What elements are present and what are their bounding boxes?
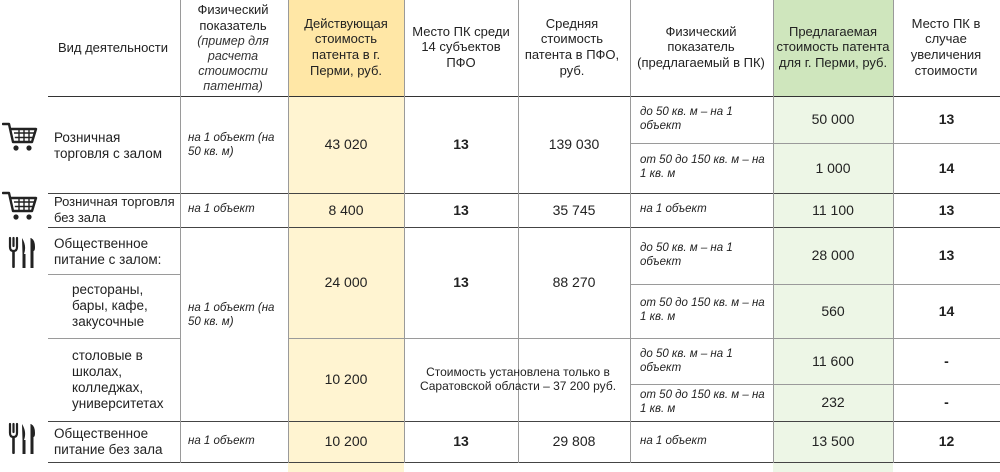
retail-hall-sub1-proposed: 50 000 [811,111,855,128]
retail-nohall-avg: 35 745 [552,201,596,218]
header-avg-cost-pfo: Средняя стоимость патента в ПФО, руб. [524,15,620,78]
header-proposed-cost: Предлагаемая стоимость патента для г. Перми, руб. [776,23,890,70]
retail-hall-name: Розничная торговля с залом [54,129,162,161]
canteens-sub2-proposed: 232 [821,394,845,411]
catering-nohall-phys: на 1 объект [188,435,255,448]
catering-nohall-name: Общественное питание без зала [54,425,163,457]
catering-nohall-phys-proposed: на 1 объект [640,434,707,447]
retail-nohall-proposed: 11 100 [812,201,854,218]
restaurants-sub2-proposed: 560 [821,302,845,319]
retail-hall-sub2-proposed: 1 000 [815,159,851,176]
header-phys-indicator-title: Физический показатель [197,2,269,33]
retail-hall-sub1-rank: 13 [938,111,955,128]
retail-nohall-phys-proposed: на 1 объект [640,203,707,216]
canteens-note: Стоимость установлена только в Саратовской области – 37 200 руб. [419,364,617,393]
canteens-sub1-proposed: 11 600 [812,352,854,369]
canteens-current: 10 200 [324,371,368,388]
cart-icon [2,189,38,223]
retail-hall-current: 43 020 [324,136,368,153]
canteens-sub2-rank: - [944,394,949,411]
cart-icon [2,120,38,154]
header-activity: Вид деятельности [57,40,169,56]
fork-knife-icon [6,236,38,270]
restaurants-avg: 88 270 [552,274,596,291]
restaurants-sub1-rank: 13 [938,247,955,264]
catering-nohall-avg: 29 808 [552,433,596,450]
restaurants-current: 24 000 [324,274,368,291]
retail-nohall-name: Розничная торговля без зала [54,194,175,225]
catering-nohall-proposed: 13 500 [811,433,855,450]
restaurants-name: рестораны, бары, кафе, закусочные [72,281,148,330]
restaurants-rank: 13 [453,274,469,291]
retail-nohall-phys: на 1 объект [188,203,255,216]
header-phys-indicator-note: (пример для расчета стоимости патента) [197,33,269,93]
retail-hall-rank: 13 [453,136,469,153]
catering-nohall-rank-new: 12 [938,433,955,450]
retail-hall-sub1-phys: до 50 кв. м – на 1 объект [640,106,733,132]
retail-hall-avg: 139 030 [548,136,600,153]
catering-hall-name: Общественное питание с залом: [54,235,162,267]
canteens-sub2-phys: от 50 до 150 кв. м – на 1 кв. м [640,389,765,415]
restaurants-sub1-phys: до 50 кв. м – на 1 объект [640,242,733,268]
header-current-cost: Действующая стоимость патента в г. Перми, руб. [304,15,388,78]
retail-nohall-current: 8 400 [328,201,364,218]
catering-hall-phys: на 1 объект (на 50 кв. м) [188,302,275,328]
retail-nohall-rank-new: 13 [938,201,955,218]
retail-hall-phys: на 1 объект (на 50 кв. м) [188,132,275,158]
restaurants-sub2-rank: 14 [938,302,955,319]
fork-knife-icon [6,422,38,456]
catering-nohall-rank: 13 [453,433,469,450]
catering-nohall-current: 10 200 [324,433,368,450]
retail-hall-sub2-rank: 14 [938,159,955,176]
header-phys-indicator [180,2,286,94]
retail-nohall-rank: 13 [453,201,469,218]
restaurants-sub2-phys: от 50 до 150 кв. м – на 1 кв. м [640,297,765,323]
canteens-sub1-rank: - [944,352,949,369]
retail-hall-sub2-phys: от 50 до 150 кв. м – на 1 кв. м [640,154,765,180]
canteens-name: столовые в школах, колледжах, университетах [72,347,164,412]
header-rank-if-increase: Место ПК в случае увеличения стоимости [910,15,982,78]
header-phys-indicator-proposed: Физический показатель (предлагаемый в ПК) [637,23,765,70]
restaurants-sub1-proposed: 28 000 [811,247,855,264]
canteens-sub1-phys: до 50 кв. м – на 1 объект [640,348,733,374]
header-rank-pfo: Место ПК среди 14 субъектов ПФО [412,23,510,70]
